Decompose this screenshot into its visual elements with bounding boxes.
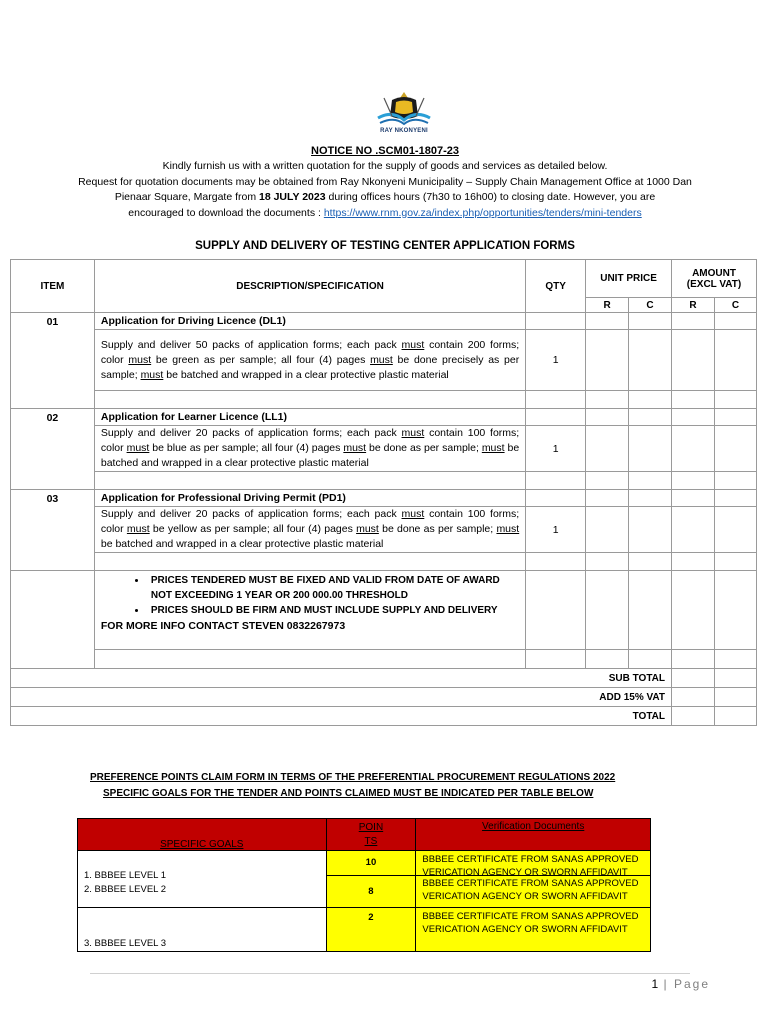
notes-row — [11, 571, 757, 650]
amount-c: C — [714, 298, 756, 313]
table-title: SUPPLY AND DELIVERY OF TESTING CENTER APPLICATION FORMS — [195, 240, 575, 252]
item-qty: 1 — [526, 330, 586, 391]
verification-1-2: BBBEE CERTIFICATE FROM SANAS APPROVED VERICATION AGENCY OR SWORN AFFIDAVIT BBBEE CERTIFICATE FROM SANAS APPROVED VERICATION AGENCY OR SWORN AFFIDAVIT — [416, 851, 651, 908]
item-description: Supply and deliver 20 packs of application forms; each pack must contain 100 forms; color must be yellow as per sample; all four (4) pages must be done as per sample; must be batched and wrapped in a clear protective plastic material — [94, 507, 525, 553]
item-number: 01 — [11, 313, 95, 409]
footer-divider — [90, 973, 690, 974]
subtotal-label: SUB TOTAL — [11, 669, 672, 688]
header-points: POIN TS — [326, 819, 416, 851]
table-row — [11, 313, 757, 330]
table-row — [11, 507, 757, 553]
item-qty: 1 — [526, 507, 586, 553]
header-specific-goals: SPECIFIC GOALS — [78, 819, 327, 851]
subtotal-row — [11, 669, 757, 688]
logo-emblem-icon — [372, 90, 436, 130]
item-title: Application for Driving Licence (DL1) — [94, 313, 525, 330]
note-fixed-prices: • PRICES TENDERED MUST BE FIXED AND VALID FROM DATE OF AWARD NOT EXCEEDING 1 YEAR OR 200 000.00 THRESHOLD — [147, 573, 519, 603]
item-qty: 1 — [526, 426, 586, 472]
item-number: 03 — [11, 490, 95, 571]
notice-number: NOTICE NO .SCM01-1807-23 — [311, 145, 459, 157]
item-title: Application for Professional Driving Permit (PD1) — [94, 490, 525, 507]
item-number: 02 — [11, 409, 95, 490]
header-verification: Verification Documents — [416, 819, 651, 851]
header-unit-price: UNIT PRICE — [586, 260, 672, 298]
header-qty: QTY — [526, 260, 586, 313]
goals-level-3: 3. BBBEE LEVEL 3 — [78, 908, 327, 952]
total-row — [11, 707, 757, 726]
tenders-link[interactable]: https://www.rnm.gov.za/index.php/opportunities/tenders/mini-tenders — [323, 206, 642, 219]
quotation-table — [10, 259, 757, 726]
header-item: ITEM — [11, 260, 95, 313]
preference-heading: PREFERENCE POINTS CLAIM FORM IN TERMS OF THE PREFERENTIAL PROCUREMENT REGULATIONS 2022 — [90, 772, 616, 783]
page-number: 1 | Page — [651, 977, 710, 991]
preference-subheading: SPECIFIC GOALS FOR THE TENDER AND POINTS CLAIMED MUST BE INDICATED PER TABLE BELOW — [103, 788, 594, 799]
table-row — [11, 490, 757, 507]
item-description: Supply and deliver 20 packs of application forms; each pack must contain 100 forms; color must be blue as per sample; all four (4) pages must be done as per sample; must be batched and wrapped in a clear protective plastic material — [94, 426, 525, 472]
note-firm-prices: • PRICES SHOULD BE FIRM AND MUST INCLUDE SUPPLY AND DELIVERY — [147, 603, 519, 618]
table-row — [11, 330, 757, 391]
intro-line-2: Request for quotation documents may be obtained from Ray Nkonyeni Municipality – Supply Chain Management Office at 1000 Dan — [78, 175, 692, 188]
table-row — [11, 426, 757, 472]
municipality-logo — [372, 90, 436, 138]
points-1-2: 10 8 — [326, 851, 416, 908]
vat-label: ADD 15% VAT — [11, 688, 672, 707]
goals-level-1-2: 1. BBBEE LEVEL 1 2. BBBEE LEVEL 2 — [78, 851, 327, 908]
header-amount: AMOUNT (EXCL VAT) — [672, 260, 757, 298]
points-3: 2 — [326, 908, 416, 952]
intro-text — [20, 159, 750, 221]
intro-line-1: Kindly furnish us with a written quotation for the supply of goods and services as detailed below. — [162, 160, 608, 172]
intro-line-4: encouraged to download the documents : https://www.rnm.gov.za/index.php/opportunities/tenders/mini-tenders — [128, 206, 642, 219]
verification-3: BBBEE CERTIFICATE FROM SANAS APPROVED VERICATION AGENCY OR SWORN AFFIDAVIT — [416, 908, 651, 952]
price-notes — [94, 571, 525, 650]
header-description: DESCRIPTION/SPECIFICATION — [94, 260, 525, 313]
item-description: Supply and deliver 50 packs of application forms; each pack must contain 200 forms; color must be green as per sample; all four (4) pages must be done precisely as per sample; must be batched and wrapped in a clear protective plastic material — [94, 330, 525, 391]
total-label: TOTAL — [11, 707, 672, 726]
closing-date: 18 JULY 2023 — [259, 191, 326, 203]
contact-info: FOR MORE INFO CONTACT STEVEN 0832267973 — [100, 620, 346, 632]
item-title: Application for Learner Licence (LL1) — [94, 409, 525, 426]
table-row — [11, 409, 757, 426]
specific-goals-table — [77, 818, 651, 952]
vat-row — [11, 688, 757, 707]
intro-line-3: Pienaar Square, Margate from 18 JULY 2023 during offices hours (7h30 to 16h00) to closing date. However, you are — [114, 191, 656, 203]
amount-r: R — [672, 298, 715, 313]
logo-text: RAY NKONYENI — [380, 128, 428, 134]
unit-r: R — [586, 298, 629, 313]
unit-c: C — [629, 298, 672, 313]
